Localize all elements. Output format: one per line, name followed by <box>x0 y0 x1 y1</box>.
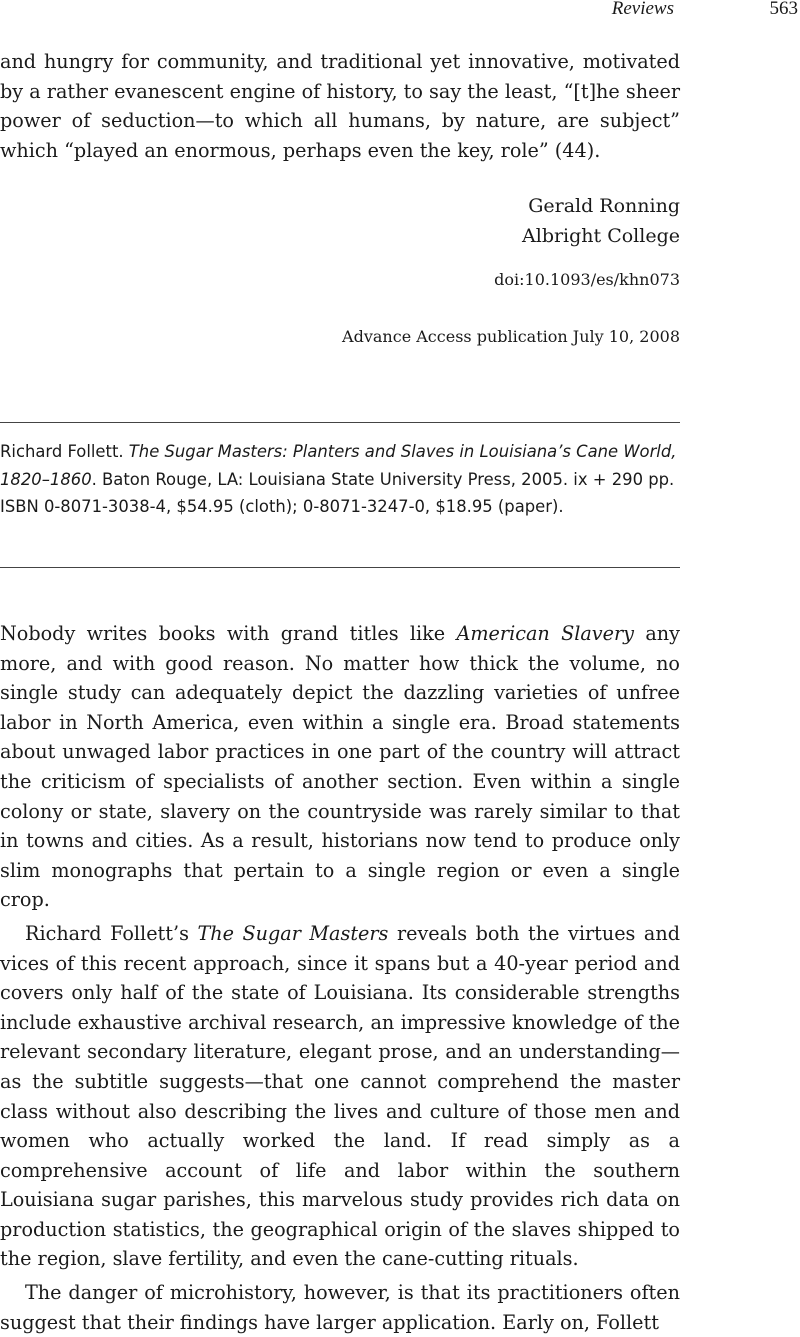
citation-bottom-rule <box>0 567 680 568</box>
italic-book-title: American Slavery <box>456 622 635 645</box>
review-body <box>0 619 680 1337</box>
review-paragraph-2: Richard Follett’s The Sugar Masters reveals both the virtues and vices of this recent approach, since it spans but a 40-year period and covers only half of the state of Louisiana. Its considerable strengths include exhaustive archival research, an impressive knowledge of the relevant secondary literature, elegant prose, and an understanding—as the subtitle suggests—that one cannot comprehend the master class without also describing the lives and culture of those men and women who actually worked the land. If read simply as a comprehensive account of life and labor within the southern Louisiana sugar parishes, this marvelous study provides rich data on production statistics, the geographical origin of the slaves shipped to the region, slave fertility, and even the cane-cutting rituals. <box>0 921 681 1271</box>
review-paragraph-3: The danger of microhistory, however, is that its practitioners often suggest that their findings have larger application. Early on, Follett <box>0 1281 680 1334</box>
reviewer-name: Gerald Ronning <box>528 195 680 217</box>
book-title: The Sugar Masters: Planters and Slaves in Louisiana’s Cane World, 1820–1860 <box>0 442 677 489</box>
reviewer-affiliation: Albright College <box>522 224 680 247</box>
running-head <box>0 0 800 22</box>
review-paragraph-1: Nobody writes books with grand titles like American Slavery any more, and with good reason. No matter how thick the volume, no single study can adequately depict the dazzling varieties of unfree labor in North America, even within a single era. Broad statements about unwaged labor practices in one part of the country will attract the criticism of specialists of another section. Even within a single colony or state, slavery on the countryside was rarely similar to that in towns and cities. As a result, historians now tend to produce only slim monographs that pertain to a single region or even a single crop. <box>0 622 680 912</box>
citation-top-rule <box>0 422 680 423</box>
italic-book-title: The Sugar Masters <box>197 921 389 945</box>
closing-paragraph: and hungry for community, and traditional yet innovative, motivated by a rather evanescent engine of history, to say the least, “[t]he sheer power of seduction—to which all humans, by nature, are subject” which “played an enormous, perhaps even the key, role” (44). <box>0 50 680 162</box>
previous-review-closing <box>0 47 680 165</box>
book-author: Richard Follett. <box>0 442 124 461</box>
reviewer-signoff <box>522 192 680 251</box>
page-number: 563 <box>769 0 798 19</box>
doi: doi:10.1093/es/khn073 <box>494 270 680 289</box>
book-publication-details: . Baton Rouge, LA: Louisiana State University Press, 2005. ix + 290 pp. ISBN 0-8071-3038-4, $54.95 (cloth); 0-8071-3247-0, $18.95 (paper). <box>0 469 675 516</box>
advance-access-note: Advance Access publication July 10, 2008 <box>342 327 680 346</box>
running-title: Reviews <box>611 0 674 19</box>
book-citation <box>0 438 680 521</box>
